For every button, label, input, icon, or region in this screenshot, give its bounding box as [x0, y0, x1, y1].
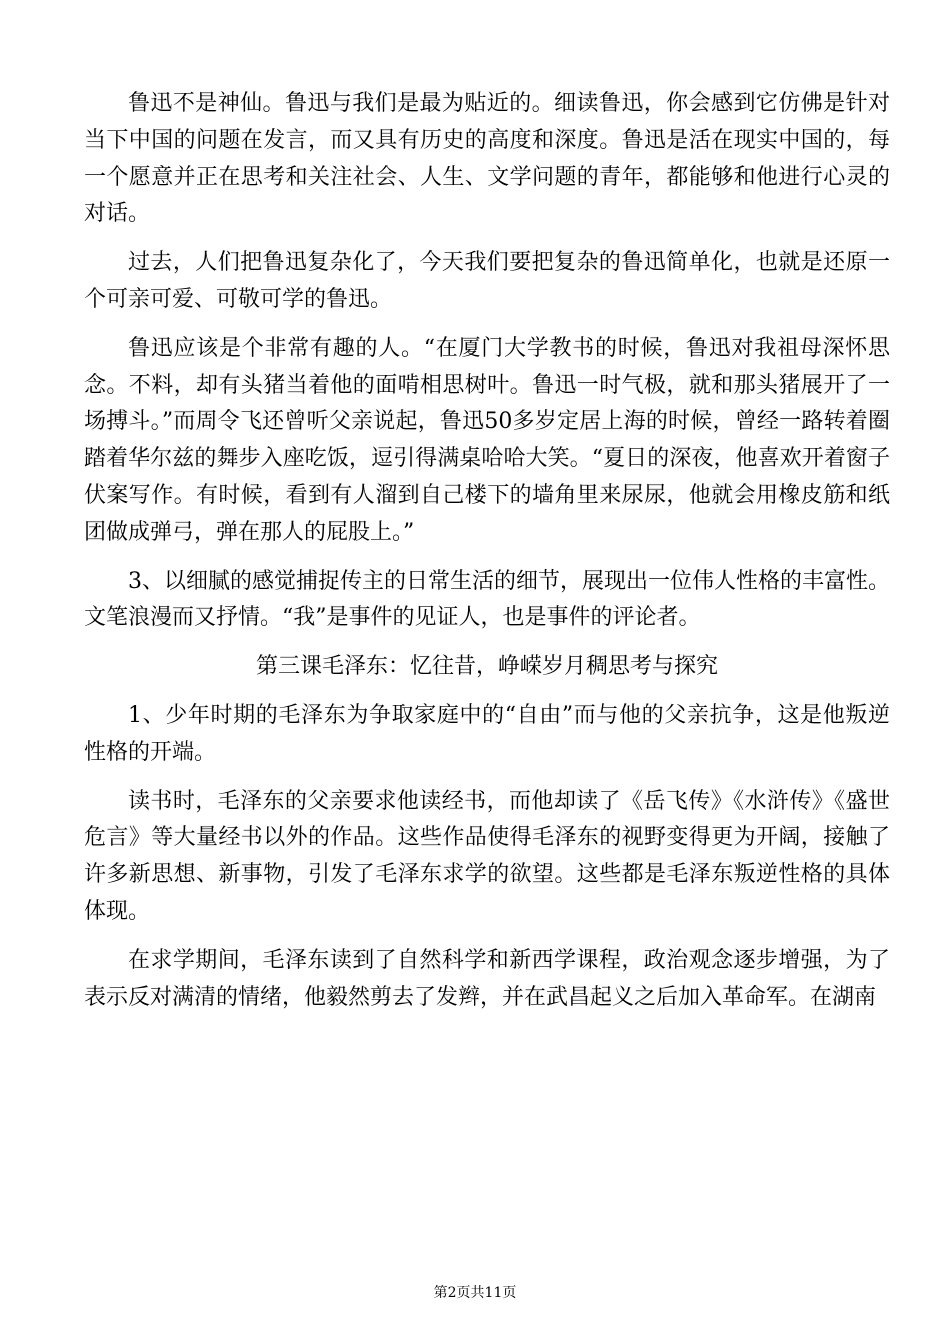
- paragraph-6: 读书时，毛泽东的父亲要求他读经书，而他却读了《岳飞传》《水浒传》《盛世危言》等大量经书以外的作品。这些作品使得毛泽东的视野变得更为开阔，接触了许多新思想、新事物，引发了毛泽东求学的欲望。这些都是毛泽东叛逆性格的具体体现。: [84, 788, 890, 924]
- document-body: [84, 86, 890, 1028]
- paragraph-3: 鲁迅应该是个非常有趣的人。“在厦门大学教书的时候，鲁迅对我祖母深怀思念。不料，却有头猪当着他的面啃相思树叶。鲁迅一时气极，就和那头猪展开了一场搏斗。”而周令飞还曾听父亲说起，鲁迅50多岁定居上海的时候，曾经一路转着圈踏着华尔兹的舞步入座吃饭，逗引得满桌哈哈大笑。“夏日的深夜，他喜欢开着窗子伏案写作。有时候，看到有人溜到自己楼下的墙角里来尿尿，他就会用橡皮筋和纸团做成弹弓，弹在那人的屁股上。”: [84, 335, 890, 545]
- section-heading: 第三课毛泽东：忆往昔，峥嵘岁月稠思考与探究: [255, 654, 718, 680]
- paragraph-4: 3、以细腻的感觉捕捉传主的日常生活的细节，展现出一位伟人性格的丰富性。文笔浪漫而又抒情。“我”是事件的见证人，也是事件的评论者。: [84, 568, 890, 631]
- page-number-footer: 第2页共11页: [433, 1285, 517, 1301]
- paragraph-7: 在求学期间，毛泽东读到了自然科学和新西学课程，政治观念逐步增强，为了表示反对满清的情绪，他毅然剪去了发辫，并在武昌起义之后加入革命军。在湖南: [84, 947, 890, 1010]
- paragraph-5: 1、少年时期的毛泽东为争取家庭中的“自由”而与他的父亲抗争，这是他叛逆性格的开端。: [84, 702, 890, 765]
- paragraph-2: 过去，人们把鲁迅复杂化了，今天我们要把复杂的鲁迅简单化，也就是还原一个可亲可爱、可敬可学的鲁迅。: [84, 250, 890, 312]
- paragraph-1: 鲁迅不是神仙。鲁迅与我们是最为贴近的。细读鲁迅，你会感到它仿佛是针对当下中国的问题在发言，而又具有历史的高度和深度。鲁迅是活在现实中国的，每一个愿意并正在思考和关注社会、人生、文学问题的青年，都能够和他进行心灵的对话。: [84, 91, 890, 227]
